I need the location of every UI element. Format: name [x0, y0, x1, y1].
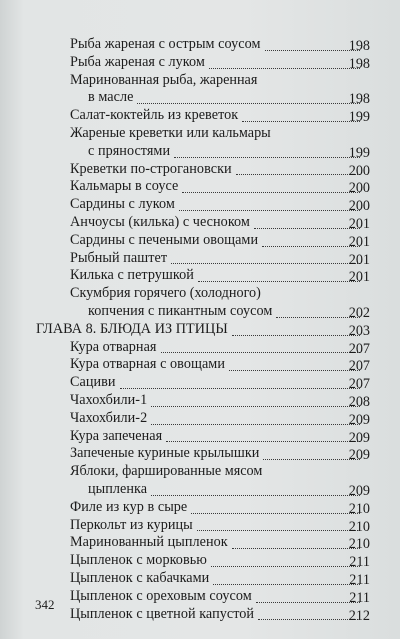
- toc-entry-title: Рыбный паштет: [70, 249, 168, 266]
- toc-entry: [0, 36, 400, 54]
- toc-entry: [0, 517, 400, 535]
- toc-entry: [0, 356, 400, 374]
- toc-entry: [0, 534, 400, 552]
- toc-entry-title: Скумбрия горячего (холодного): [70, 285, 261, 302]
- dot-leader: [174, 156, 360, 158]
- dot-leader: [161, 351, 360, 353]
- toc-page-number: 207: [348, 340, 370, 357]
- toc-entry-title: Рыба жареная с луком: [70, 53, 205, 70]
- toc-entry: [0, 196, 400, 214]
- toc-entry-title: Рыба жареная с острым соусом: [70, 36, 261, 52]
- toc-entry-title: Сардины с луком: [70, 196, 175, 213]
- toc-page-number: 209: [348, 411, 370, 428]
- dot-leader: [120, 387, 360, 389]
- toc-page-number: 199: [348, 109, 370, 126]
- toc-entry-title: Цыпленок с морковью: [70, 552, 207, 569]
- toc-entry: [0, 552, 400, 570]
- toc-entry-title: Кура запеченая: [70, 427, 163, 444]
- dot-leader: [182, 191, 360, 193]
- toc-entry-title: Сациви: [70, 374, 116, 391]
- toc-entry-title: Цыпленок с цветной капустой: [70, 605, 255, 622]
- toc-entry: [0, 445, 400, 463]
- toc-entry-title: Кальмары в соусе: [70, 178, 179, 195]
- toc-entry-continuation: цыпленка: [88, 480, 148, 497]
- toc-page-number: 199: [348, 144, 370, 161]
- toc-entry-title: Маринованная рыба, жаренная: [70, 71, 258, 88]
- dot-leader: [151, 494, 360, 496]
- toc-page-number: 211: [349, 554, 370, 571]
- toc-entry: [0, 161, 400, 179]
- toc-page-number: 200: [348, 162, 370, 179]
- toc-page-number: 211: [349, 589, 370, 606]
- dot-leader: [151, 405, 360, 407]
- dot-leader: [191, 512, 360, 514]
- toc-entry: [0, 481, 400, 499]
- toc-page-number: 203: [348, 322, 370, 339]
- toc-entry-title: Салат-коктейль из креветок: [70, 107, 239, 124]
- toc-entry: [0, 107, 400, 125]
- toc-entry-first-line: [0, 72, 400, 90]
- toc-entry-continuation: с пряностями: [88, 142, 171, 159]
- toc-page-number: 202: [348, 304, 370, 321]
- toc-entry-title: ГЛАВА 8. БЛЮДА ИЗ ПТИЦЫ: [36, 320, 228, 337]
- table-of-contents: [0, 36, 400, 623]
- toc-page-number: 207: [348, 376, 370, 393]
- toc-page-number: 198: [348, 38, 370, 54]
- toc-entry-title: Цыпленок с кабачками: [70, 569, 210, 586]
- toc-page-number: 201: [348, 251, 370, 268]
- dot-leader: [179, 209, 360, 211]
- toc-entry-title: Жареные креветки или кальмары: [70, 124, 271, 141]
- toc-entry-title: Килька с петрушкой: [70, 267, 194, 284]
- dot-leader: [137, 102, 360, 104]
- toc-entry-first-line: [0, 125, 400, 143]
- toc-entry-title: Чахохбили-2: [70, 409, 148, 426]
- toc-entry: [0, 410, 400, 428]
- toc-page-number: 201: [348, 269, 370, 286]
- dot-leader: [151, 423, 360, 425]
- toc-entry: [0, 250, 400, 268]
- toc-entry-title: Филе из кур в сыре: [70, 498, 188, 515]
- dot-leader: [211, 565, 360, 567]
- toc-page-number: 210: [348, 518, 370, 535]
- toc-page-number: 200: [348, 180, 370, 197]
- toc-page-number: 210: [348, 500, 370, 517]
- toc-entry-first-line: [0, 463, 400, 481]
- dot-leader: [198, 280, 360, 282]
- toc-entry: [0, 392, 400, 410]
- toc-page-number: 209: [348, 447, 370, 464]
- toc-entry-title: Перкольт из курицы: [70, 516, 193, 533]
- toc-entry: [0, 232, 400, 250]
- toc-entry: [0, 499, 400, 517]
- toc-entry: [0, 428, 400, 446]
- toc-page-number: 198: [348, 91, 370, 108]
- toc-page-number: 212: [348, 607, 370, 624]
- toc-entry: [0, 606, 400, 624]
- page-number: 342: [35, 597, 55, 612]
- toc-entry-title: Анчоусы (килька) с чесноком: [70, 213, 250, 230]
- toc-page-number: 200: [348, 198, 370, 215]
- dot-leader: [197, 529, 360, 531]
- toc-page-number: 209: [348, 482, 370, 499]
- toc-entry: [0, 303, 400, 321]
- toc-entry: [0, 54, 400, 72]
- toc-entry-title: Маринованный цыпленок: [70, 534, 228, 551]
- toc-entry: [0, 588, 400, 606]
- toc-page-number: 208: [348, 393, 370, 410]
- toc-entry: [0, 570, 400, 588]
- toc-entry-title: Яблоки, фаршированные мясом: [70, 463, 263, 480]
- toc-entry-title: Чахохбили-1: [70, 391, 148, 408]
- dot-leader: [166, 440, 360, 442]
- toc-entry-title: Сардины с печеными овощами: [70, 231, 259, 248]
- dot-leader: [213, 583, 360, 585]
- toc-page-number: 198: [348, 55, 370, 72]
- toc-page-number: 207: [348, 358, 370, 375]
- toc-page-number: 211: [349, 571, 370, 588]
- toc-entry-first-line: [0, 285, 400, 303]
- dot-leader: [171, 262, 360, 264]
- toc-entry-title: Запеченые куриные крылышки: [70, 445, 260, 462]
- toc-chapter-heading: [0, 321, 400, 339]
- toc-entry: [0, 89, 400, 107]
- toc-page-number: 201: [348, 233, 370, 250]
- toc-entry-continuation: в масле: [88, 89, 134, 106]
- toc-page-number: 210: [348, 536, 370, 553]
- toc-entry: [0, 143, 400, 161]
- toc-entry: [0, 339, 400, 357]
- dot-leader: [209, 67, 360, 69]
- toc-entry: [0, 267, 400, 285]
- toc-entry-title: Цыпленок с ореховым соусом: [70, 587, 252, 604]
- toc-entry-title: Кура отварная: [70, 338, 157, 355]
- toc-page-number: 201: [348, 215, 370, 232]
- toc-entry-title: Креветки по-строгановски: [70, 160, 232, 177]
- toc-entry-continuation: копчения с пикантным соусом: [88, 302, 273, 319]
- toc-page-number: 209: [348, 429, 370, 446]
- toc-entry: [0, 214, 400, 232]
- toc-entry-title: Кура отварная с овощами: [70, 356, 225, 373]
- toc-entry: [0, 374, 400, 392]
- toc-entry: [0, 178, 400, 196]
